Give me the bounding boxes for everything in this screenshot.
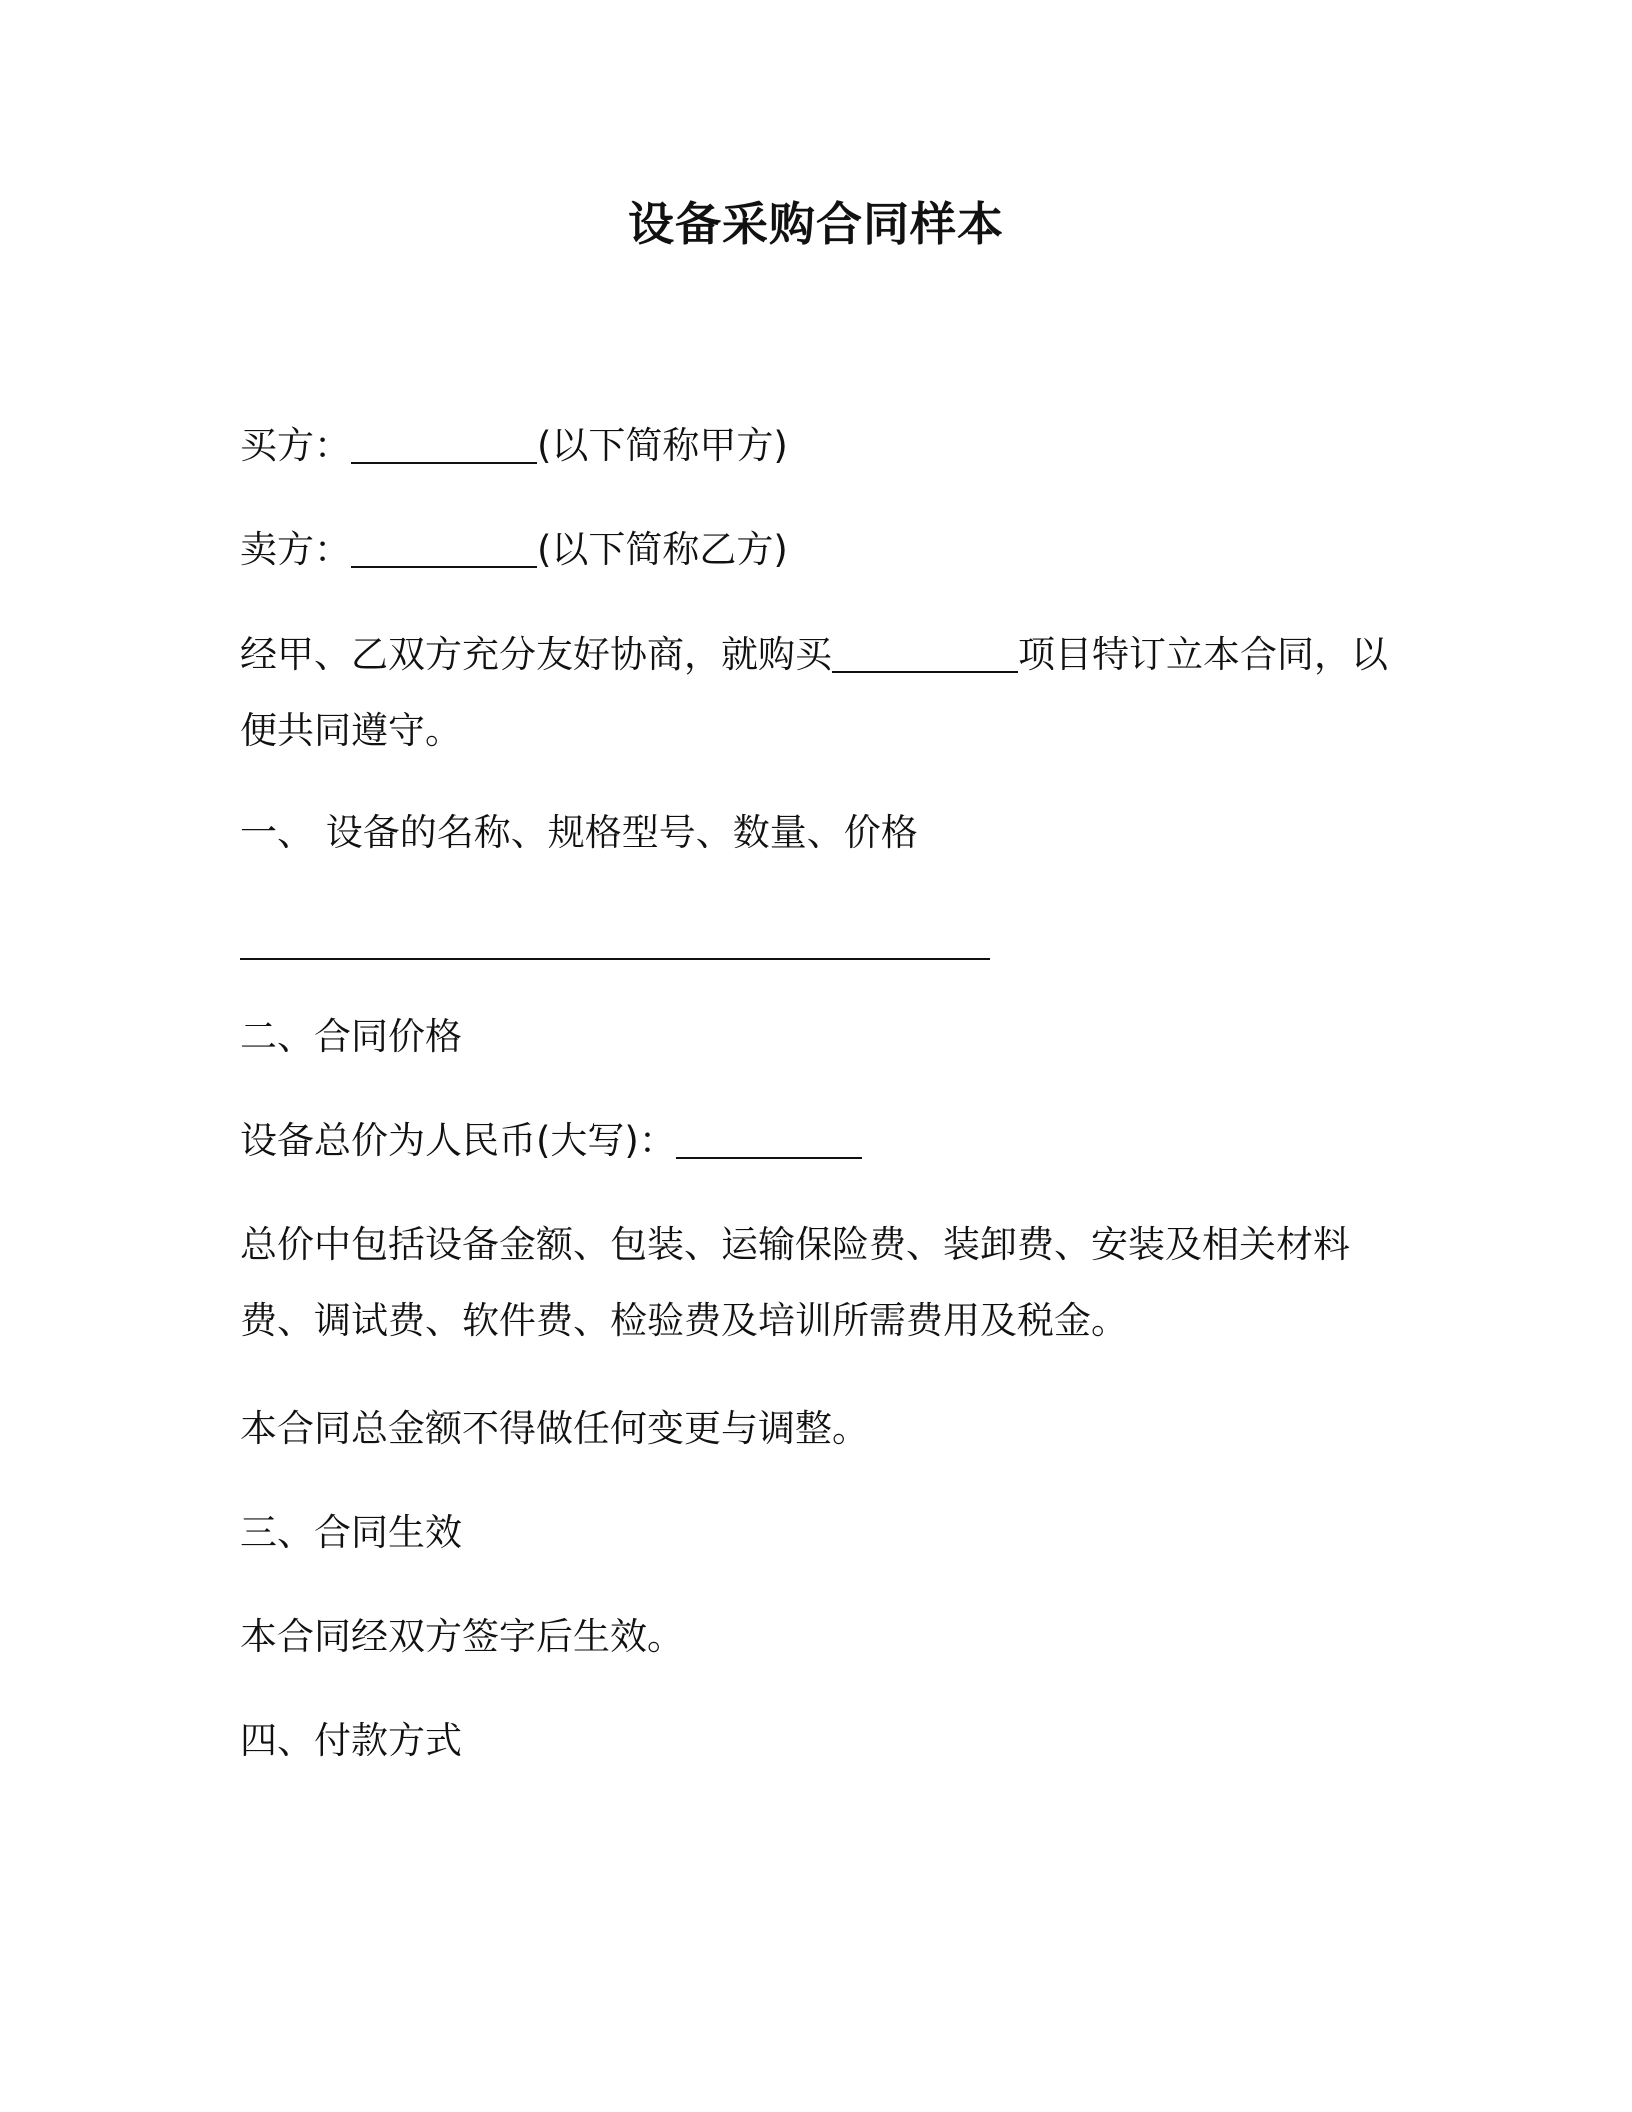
section1-heading: 一、 设备的名称、规格型号、数量、价格 (240, 811, 918, 854)
buyer-suffix: (以下简称甲方) (537, 424, 788, 467)
project-blank (832, 635, 1018, 673)
seller-label: 卖方： (240, 528, 351, 571)
effective-text: 本合同经双方签字后生效。 (240, 1615, 684, 1658)
intro-prefix: 经甲、乙双方充分友好协商，就购买 (240, 633, 832, 676)
buyer-label: 买方： (240, 424, 351, 467)
equipment-details-blank (240, 958, 990, 960)
price-fixed-text: 本合同总金额不得做任何变更与调整。 (240, 1407, 869, 1450)
document-title: 设备采购合同样本 (628, 197, 1004, 251)
price-label: 设备总价为人民币(大写)： (240, 1119, 676, 1162)
section4-heading: 四、付款方式 (240, 1719, 462, 1762)
seller-blank (351, 530, 537, 568)
seller-suffix: (以下简称乙方) (537, 528, 788, 571)
price-line (240, 1116, 862, 1166)
intro-suffix: 项目特订立本合同，以便共同遵守。 (240, 633, 1388, 752)
buyer-line (240, 421, 788, 471)
intro-paragraph (240, 617, 1390, 769)
seller-line (240, 525, 788, 575)
price-includes-paragraph: 总价中包括设备金额、包装、运输保险费、装卸费、安装及相关材料费、调试费、软件费、检验费及培训所需费用及税金。 (240, 1223, 1350, 1342)
section3-heading: 三、合同生效 (240, 1511, 462, 1554)
price-blank (676, 1121, 862, 1159)
buyer-blank (351, 426, 537, 464)
section2-heading: 二、合同价格 (240, 1015, 462, 1058)
